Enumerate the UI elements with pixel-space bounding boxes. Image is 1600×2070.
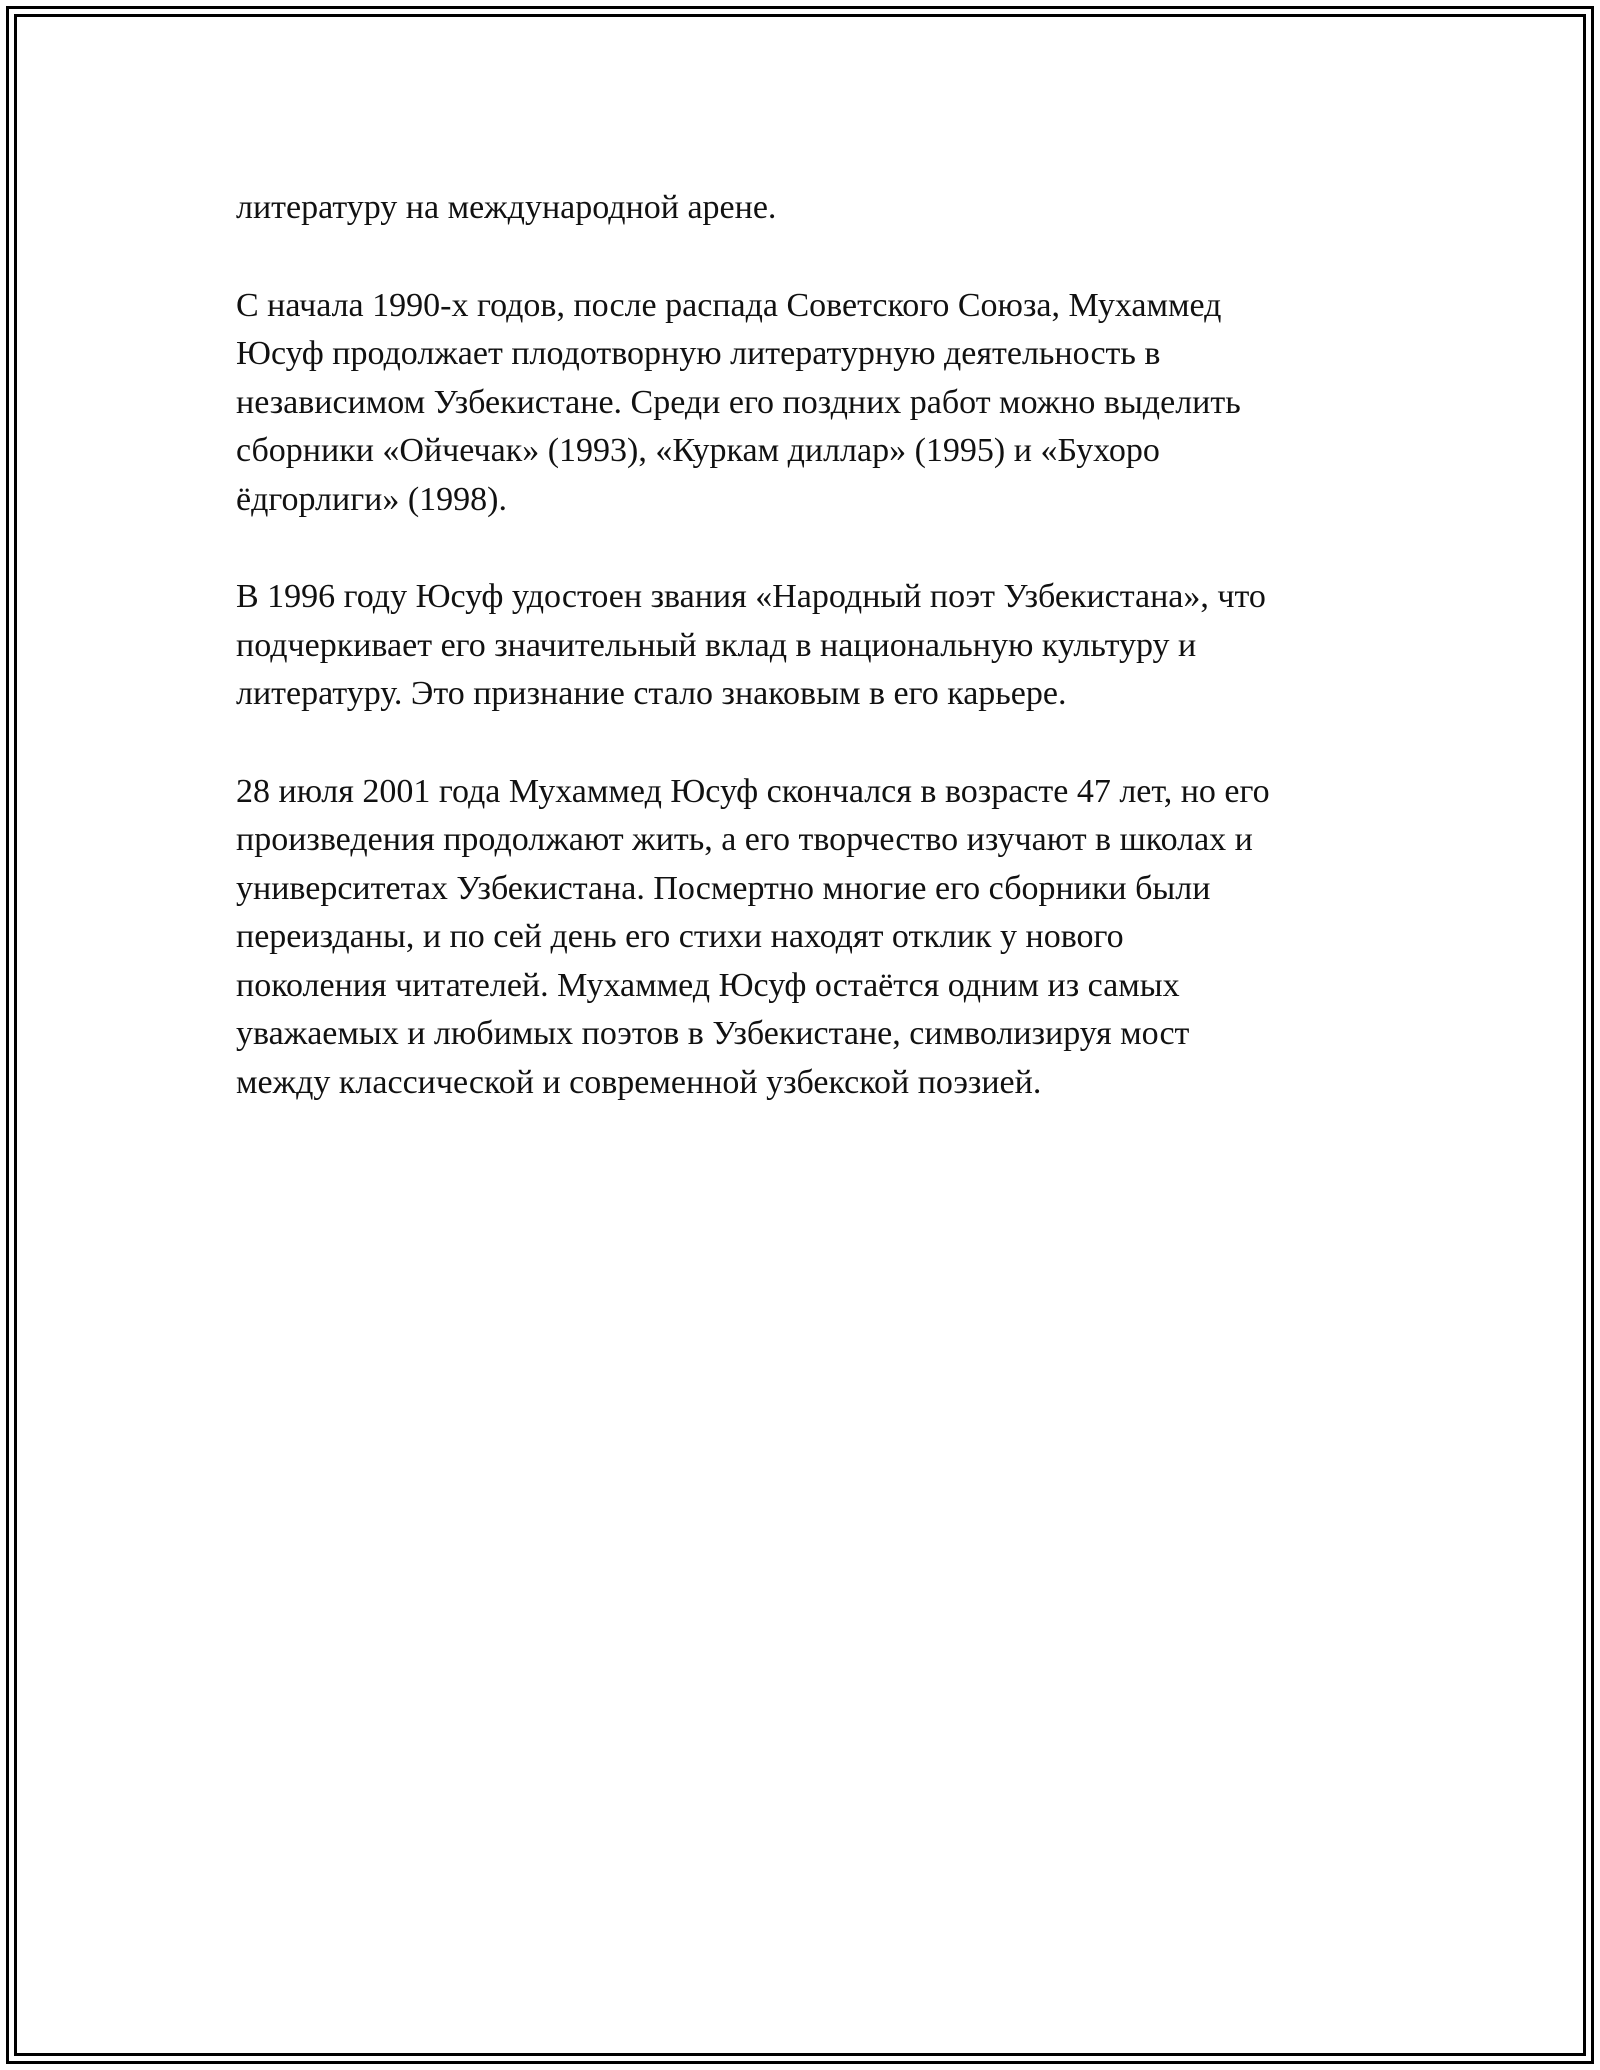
text-line: университетах Узбекистана. Посмертно многие его сборники были [236, 869, 1211, 907]
text-line: поколения читателей. Мухаммед Юсуф остаётся одним из самых [236, 966, 1180, 1004]
paragraph-1 [236, 184, 1366, 233]
text-line: ёдгорлиги» (1998). [236, 480, 507, 518]
text-line: литературу на международной арене. [236, 189, 777, 226]
paragraph-2 [236, 282, 1366, 525]
text-line: сборники «Ойчечак» (1993), «Куркам диллар» (1995) и «Бухоро [236, 432, 1160, 469]
text-line: между классической и современной узбекской поэзией. [236, 1063, 1042, 1101]
text-line: С начала 1990-х годов, после распада Советского Союза, Мухаммед [236, 286, 1222, 324]
text-line: независимом Узбекистане. Среди его поздних работ можно выделить [236, 383, 1241, 421]
text-line: переизданы, и по сей день его стихи находят отклик у нового [236, 918, 1124, 955]
paragraph-3 [236, 573, 1366, 719]
text-line: литературу. Это признание стало знаковым в его карьере. [236, 675, 1067, 712]
paragraph-4 [236, 768, 1366, 1108]
text-line: 28 июля 2001 года Мухаммед Юсуф скончался в возрасте 47 лет, но его [236, 772, 1270, 810]
text-line: произведения продолжают жить, а его творчество изучают в школах и [236, 821, 1253, 858]
text-line: В 1996 году Юсуф удостоен звания «Народный поэт Узбекистана», что [236, 578, 1266, 615]
document-body [236, 184, 1366, 1156]
text-line: подчеркивает его значительный вклад в национальную культуру и [236, 626, 1197, 664]
text-line: уважаемых и любимых поэтов в Узбекистане, символизируя мост [236, 1015, 1190, 1052]
text-line: Юсуф продолжает плодотворную литературную деятельность в [236, 335, 1161, 372]
